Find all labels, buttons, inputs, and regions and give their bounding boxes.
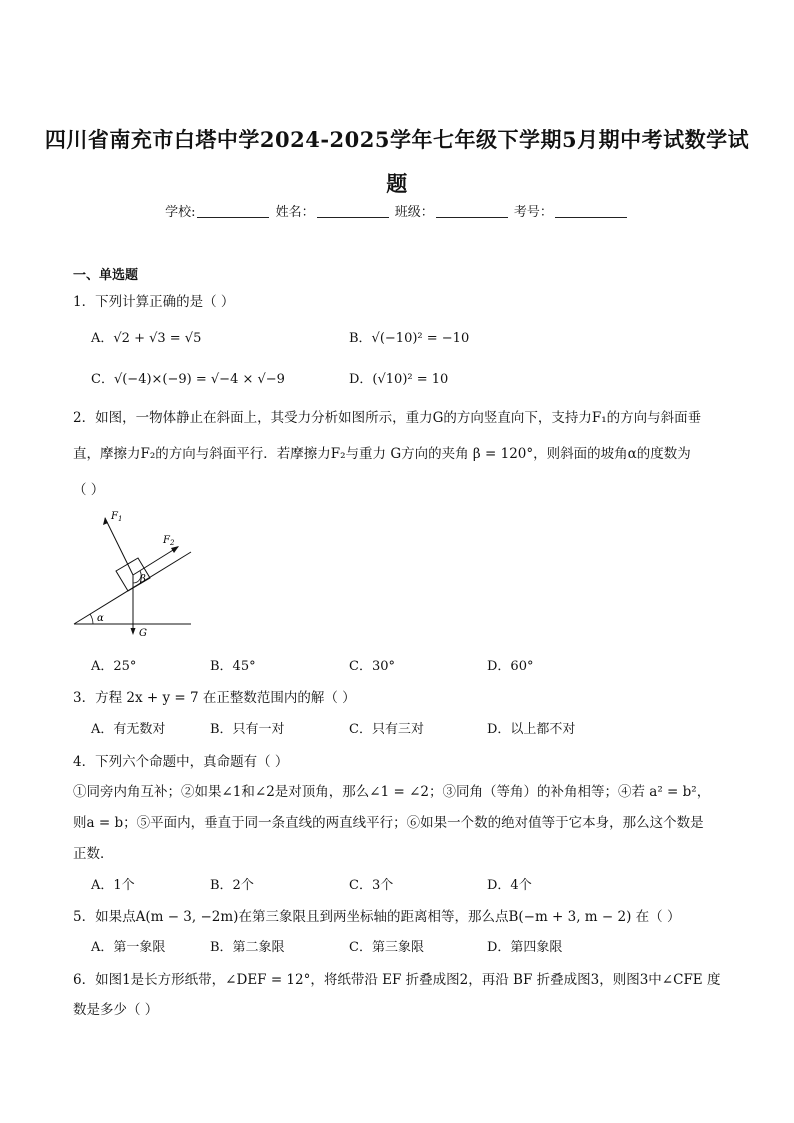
id-blank[interactable]: [555, 205, 627, 218]
q1-option-a: A．√2 + √3 = √5: [91, 331, 202, 346]
alpha-arc: [90, 614, 93, 624]
page-title-continued: 题: [386, 171, 408, 196]
q4-option-d: D．4个: [487, 878, 532, 893]
f1-arrow-shaft: [105, 518, 133, 575]
question-1-stem: 1．下列计算正确的是（ ）: [73, 294, 235, 310]
question-4-line2: 则a = b；⑤平面内，垂直于同一条直线的两直线平行；⑥如果一个数的绝对值等于它本身，那么这个数是: [73, 815, 704, 831]
q4-option-c: C．3个: [349, 878, 394, 893]
alpha-label: α: [97, 613, 104, 624]
question-4-line1: ①同旁内角互补；②如果∠1和∠2是对顶角，那么∠1 = ∠2；③同角（等角）的补角相等；④若 a² = b²，: [73, 784, 711, 800]
student-info-line: [0, 201, 794, 220]
q2-option-a: A．25°: [91, 659, 137, 674]
q2-option-c: C．30°: [349, 659, 395, 674]
q3-option-a: A．有无数对: [91, 722, 166, 737]
question-2-line2: 直，摩擦力F₂的方向与斜面平行．若摩擦力F₂与重力 G方向的夹角 β = 120°，则斜面的坡角α的度数为: [73, 446, 691, 462]
g-arrowhead: [131, 628, 136, 635]
q4-option-b: B．2个: [210, 878, 254, 893]
name-label: 姓名：: [275, 205, 315, 220]
f1-label: $F_1$: [111, 511, 123, 523]
school-label: 学校:: [165, 205, 196, 220]
page-title: 四川省南充市白塔中学2024-2025学年七年级下学期5月期中考试数学试: [44, 127, 750, 152]
question-2-line3: （ ）: [73, 482, 105, 498]
q1-option-d: D．(√10)² = 10: [349, 372, 449, 387]
g-label: G: [139, 628, 147, 639]
q5-option-c: C．第三象限: [349, 940, 424, 955]
question-6-line2: 数是多少（ ）: [73, 1002, 159, 1018]
name-blank[interactable]: [317, 205, 389, 218]
question-3-stem: 3．方程 2x + y = 7 在正整数范围内的解（ ）: [73, 690, 356, 706]
question-4-line3: 正数．: [73, 846, 114, 862]
beta-label: β: [140, 574, 146, 585]
class-label: 班级：: [394, 205, 434, 220]
question-2-line1: 2．如图，一物体静止在斜面上，其受力分析如图所示，重力G的方向竖直向下，支持力F₁的方向与斜面垂: [73, 410, 702, 426]
q4-option-a: A．1个: [91, 878, 135, 893]
f2-label: $F_2$: [163, 535, 175, 547]
q5-option-d: D．第四象限: [487, 940, 563, 955]
section-heading: 一、单选题: [73, 268, 139, 283]
question-6-line1: 6．如图1是长方形纸带，∠DEF = 12°，将纸带沿 EF 折叠成图2，再沿 BF 折叠成图3，则图3中∠CFE 度: [73, 972, 721, 988]
question-5-stem: 5．如果点A(m − 3, −2m)在第三象限且到两坐标轴的距离相等，那么点B(−m + 3, m − 2) 在（ ）: [73, 909, 681, 925]
q2-option-d: D．60°: [487, 659, 534, 674]
q3-option-b: B．只有一对: [210, 722, 285, 737]
q5-option-b: B．第二象限: [210, 940, 285, 955]
f1-arrowhead: [103, 517, 108, 525]
incline-force-diagram: [70, 505, 200, 643]
q3-option-d: D．以上都不对: [487, 722, 576, 737]
q2-option-b: B．45°: [210, 659, 256, 674]
f2-arrowhead: [171, 546, 179, 553]
q1-option-c: C．√(−4)×(−9) = √−4 × √−9: [91, 372, 285, 387]
q3-option-c: C．只有三对: [349, 722, 424, 737]
class-blank[interactable]: [436, 205, 508, 218]
question-4-stem: 4．下列六个命题中，真命题有（ ）: [73, 754, 289, 770]
q1-option-b: B．√(−10)² = −10: [349, 331, 470, 346]
id-label: 考号：: [513, 205, 553, 220]
school-blank[interactable]: [197, 205, 269, 218]
q5-option-a: A．第一象限: [91, 940, 166, 955]
